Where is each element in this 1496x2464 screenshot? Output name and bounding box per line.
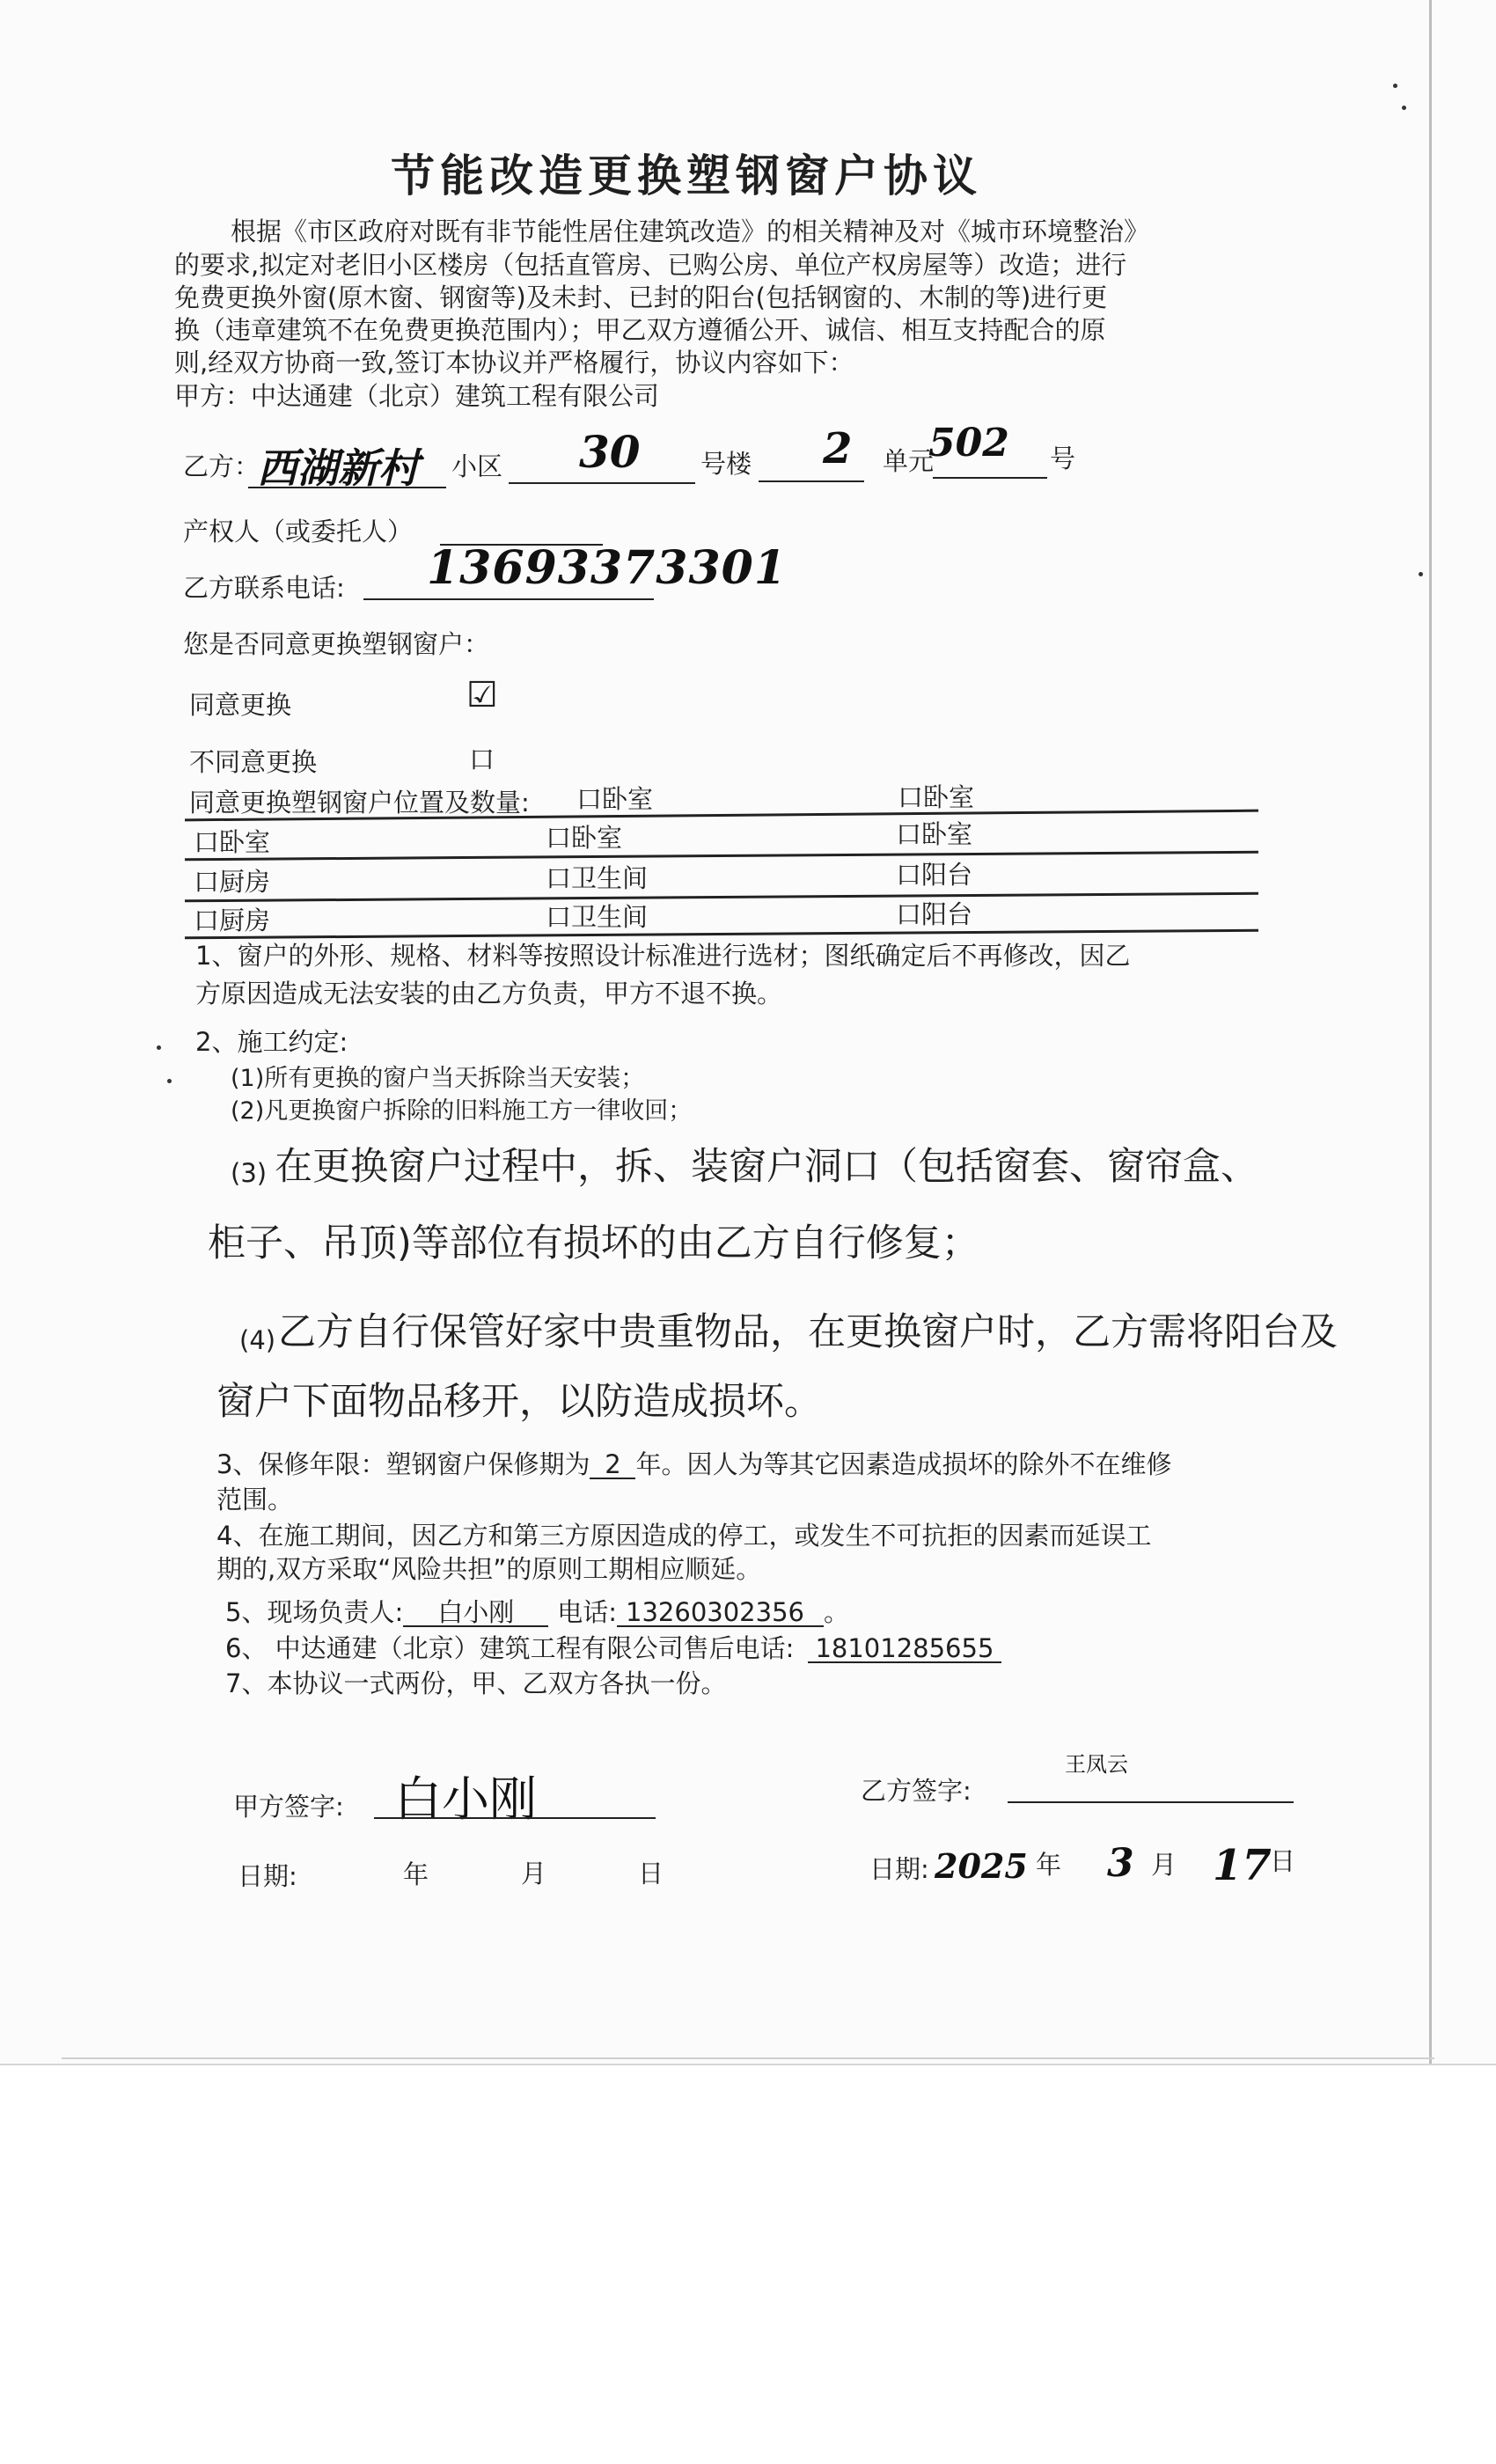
party-a-date-label: 日期: (238, 1861, 297, 1891)
intro-line: 的要求,拟定对老旧小区楼房（包括直管房、已购公房、单位产权房屋等）改造；进行 (174, 250, 1127, 280)
clause-2-4: 乙方自行保管好家中贵重物品，在更换窗户时，乙方需将阳台及 (278, 1310, 1338, 1354)
room-suffix: 号 (1050, 444, 1076, 473)
phone-handwritten: 13693373301 (427, 541, 787, 595)
scan-speck (1402, 106, 1406, 110)
position-option[interactable]: 口卫生间 (546, 863, 649, 893)
scan-speck (1419, 572, 1423, 576)
clause-2-3: 在更换窗户过程中，拆、装窗户洞口（包括窗套、窗帘盒、 (275, 1145, 1258, 1189)
clause-6-label: 6、 中达通建（北京）建筑工程有限公司售后电话: (225, 1633, 795, 1663)
party-b-day-handwritten: 17 (1213, 1841, 1272, 1890)
room-handwritten: 502 (928, 421, 1009, 466)
position-option[interactable]: 口卧室 (546, 823, 623, 853)
fill-line (248, 487, 446, 488)
party-b-date-label: 日期: (869, 1854, 929, 1884)
clause-2-2: (2)凡更换窗户拆除的旧料施工方一律收回； (231, 1097, 693, 1125)
clause-1-cont: 方原因造成无法安装的由乙方负责，甲方不退不换。 (195, 979, 783, 1008)
party-a-day: 日 (638, 1859, 664, 1888)
clause-4: 4、在施工期间，因乙方和第三方原因造成的停工，或发生不可抗拒的因素而延误工 (216, 1521, 1152, 1551)
clause-2-4-cont: 窗户下面物品移开，以防造成损坏。 (216, 1380, 822, 1424)
document-title: 节能改造更换塑钢窗户协议 (391, 150, 982, 202)
position-option[interactable]: 口厨房 (194, 906, 271, 935)
party-b-label: 乙方： (183, 451, 260, 481)
option-disagree-checkbox[interactable]: 口 (469, 744, 495, 774)
building-handwritten: 30 (579, 426, 641, 478)
clause-4-cont: 期的,双方采取“风险共担”的原则工期相应顺延。 (216, 1554, 762, 1584)
intro-line: 换（违章建筑不在免费更换范围内）；甲乙双方遵循公开、诚信、相互支持配合的原 (174, 315, 1106, 345)
party-b-day: 日 (1270, 1846, 1296, 1876)
signature-line (1008, 1801, 1294, 1803)
after-sales-phone: 18101285655 (808, 1635, 1001, 1663)
position-option[interactable]: 口卧室 (898, 782, 975, 812)
clause-5-end: 。 (824, 1597, 850, 1627)
party-b-signature: 王凤云 (1065, 1752, 1128, 1777)
clause-3-text-2: 年。因人为等其它因素造成损坏的除外不在维修 (635, 1449, 1172, 1479)
clause-2-4-number: (4) (239, 1325, 276, 1355)
fill-line (933, 477, 1047, 479)
party-b-month: 月 (1151, 1850, 1177, 1880)
party-a-sign-label: 甲方签字: (233, 1792, 344, 1822)
clause-5-phone-label: 电话: (557, 1597, 618, 1627)
owner-label: 产权人（或委托人） (183, 517, 414, 546)
intro-line: 根据《市区政府对既有非节能性居住建筑改造》的相关精神及对《城市环境整治》 (231, 216, 1150, 246)
position-option[interactable]: 口阳台 (896, 860, 973, 890)
fill-line (759, 480, 864, 482)
position-option[interactable]: 口卧室 (576, 784, 654, 814)
clause-2-3-number: (3) (231, 1158, 268, 1188)
option-agree-label: 同意更换 (189, 690, 292, 720)
community-handwritten: 西湖新村 (257, 444, 419, 492)
building-suffix: 号楼 (700, 449, 752, 479)
signature-line (374, 1817, 656, 1819)
clause-5 (225, 1596, 849, 1628)
position-option[interactable]: 口卧室 (896, 819, 973, 849)
clause-5-label: 5、现场负责人: (225, 1597, 404, 1627)
clause-3-text: 3、保修年限：塑钢窗户保修期为 (216, 1449, 590, 1479)
scan-speck (1393, 84, 1397, 88)
party-a-year: 年 (403, 1859, 429, 1889)
party-a-month: 月 (521, 1859, 547, 1888)
consent-question: 您是否同意更换塑钢窗户： (183, 629, 490, 659)
clause-7: 7、本协议一式两份，甲、乙双方各执一份。 (225, 1668, 727, 1698)
party-b-year-handwritten: 2025 (935, 1846, 1028, 1886)
community-suffix: 小区 (451, 451, 503, 481)
option-agree-checkbox[interactable]: ☑ (466, 675, 498, 715)
option-disagree-label: 不同意更换 (189, 747, 318, 777)
clause-2-3-cont: 柜子、吊顶)等部位有损坏的由乙方自行修复； (208, 1221, 979, 1265)
intro-line: 免费更换外窗(原木窗、钢窗等)及未封、已封的阳台(包括钢窗的、木制的等)进行更 (174, 282, 1108, 312)
page-edge-right (1429, 0, 1432, 2064)
party-b-month-handwritten: 3 (1107, 1841, 1134, 1886)
clause-3-cont: 范围。 (216, 1485, 294, 1514)
party-a-signature: 白小刚 (394, 1771, 537, 1827)
scan-speck (167, 1079, 172, 1083)
clause-1: 1、窗户的外形、规格、材料等按照设计标准进行选材；图纸确定后不再修改，因乙 (195, 941, 1131, 971)
fill-line (509, 482, 695, 484)
clause-6 (225, 1632, 1001, 1664)
page-edge-bottom (62, 2057, 1434, 2059)
position-option[interactable]: 口卧室 (194, 827, 271, 857)
phone-label: 乙方联系电话: (183, 573, 345, 603)
position-option[interactable]: 口厨房 (194, 867, 271, 897)
unit-handwritten: 2 (823, 424, 853, 473)
party-b-year: 年 (1036, 1850, 1062, 1880)
positions-label: 同意更换塑钢窗户位置及数量: (189, 788, 530, 818)
intro-line: 则,经双方协商一致,签订本协议并严格履行，协议内容如下： (174, 348, 854, 378)
party-b-sign-label: 乙方签字: (861, 1776, 972, 1806)
warranty-years: 2 (590, 1451, 635, 1479)
party-a: 甲方：中达通建（北京）建筑工程有限公司 (174, 381, 660, 411)
scan-speck (157, 1045, 161, 1050)
unit-suffix: 单元 (883, 446, 935, 476)
site-manager-name: 白小刚 (403, 1599, 548, 1627)
position-option[interactable]: 口阳台 (896, 899, 973, 929)
clause-2-1: (1)所有更换的窗户当天拆除当天安装； (231, 1065, 645, 1092)
position-option[interactable]: 口卫生间 (546, 902, 649, 932)
clause-2: 2、施工约定: (195, 1027, 348, 1057)
site-manager-phone: 13260302356 (617, 1599, 824, 1627)
clause-3 (216, 1448, 1171, 1480)
fill-line (363, 598, 654, 600)
